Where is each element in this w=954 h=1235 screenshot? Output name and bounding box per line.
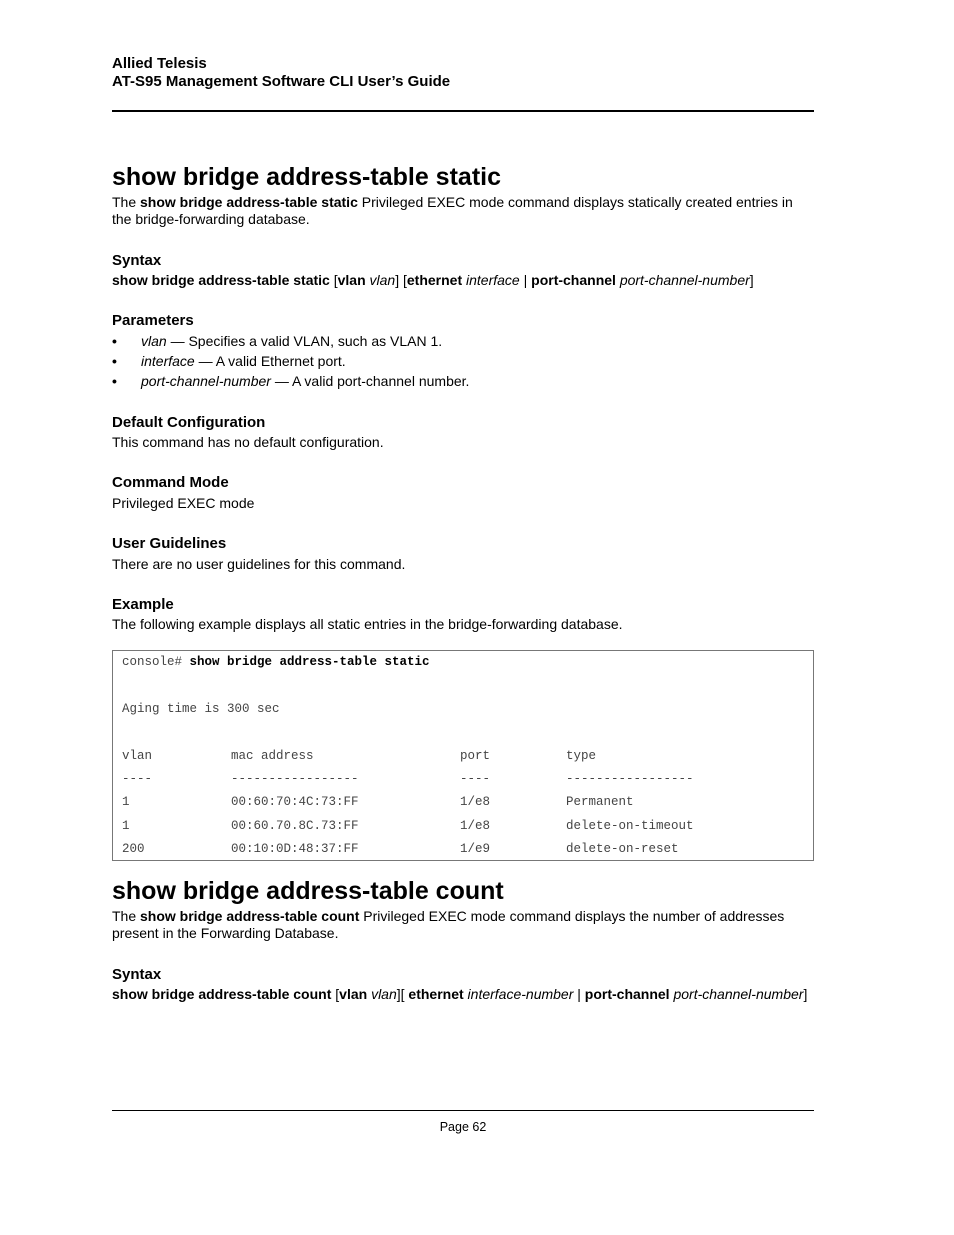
list-item: • vlan — Specifies a valid VLAN, such as VLAN 1. [112, 333, 443, 349]
code-row-mac: 00:60:70:4C:73:FF [231, 795, 359, 809]
code-row-vlan: 200 [122, 842, 145, 856]
syntax-heading: Syntax [112, 252, 162, 269]
page-number: Page 62 [439, 1120, 487, 1134]
default-config-text: This command has no default configuration. [112, 434, 384, 450]
running-header [112, 55, 450, 91]
section-title-static: show bridge address-table static [112, 163, 501, 191]
parameters-list [112, 333, 814, 393]
intro-paragraph-count: The show bridge address-table count Privileged EXEC mode command displays the number of addresses present in the Forwarding Database. [112, 908, 785, 941]
code-row-port: 1/e8 [460, 819, 491, 833]
code-dashes: ---- [122, 772, 153, 786]
parameters-heading: Parameters [112, 312, 194, 329]
syntax-line-static: show bridge address-table static [vlan vlan] [ethernet interface | port-channel port-channel-number] [112, 272, 754, 288]
default-config-heading: Default Configuration [112, 414, 266, 431]
code-column-port: port [460, 749, 491, 763]
command-mode-text: Privileged EXEC mode [112, 495, 255, 511]
code-dashes: ----------------- [566, 772, 694, 786]
header-rule [112, 110, 814, 112]
section-title-count: show bridge address-table count [112, 877, 504, 905]
header-company: Allied Telesis [112, 55, 207, 72]
user-guidelines-text: There are no user guidelines for this command. [112, 556, 406, 572]
code-dashes: ----------------- [231, 772, 359, 786]
code-column-type: type [566, 749, 597, 763]
code-row-type: delete-on-timeout [566, 819, 694, 833]
code-row-type: delete-on-reset [566, 842, 679, 856]
example-heading: Example [112, 596, 174, 613]
code-row-vlan: 1 [122, 819, 130, 833]
code-dashes: ---- [460, 772, 491, 786]
list-item: • interface — A valid Ethernet port. [112, 353, 346, 369]
code-column-vlan: vlan [122, 749, 153, 763]
list-item: • port-channel-number — A valid port-channel number. [112, 373, 470, 389]
footer-rule [112, 1110, 814, 1111]
intro-command: show bridge address-table count [140, 908, 360, 924]
code-row-port: 1/e8 [460, 795, 491, 809]
code-row-type: Permanent [566, 795, 634, 809]
user-guidelines-heading: User Guidelines [112, 535, 227, 552]
code-column-mac: mac address [231, 749, 314, 763]
intro-command: show bridge address-table static [140, 194, 358, 210]
intro-paragraph-static: The show bridge address-table static Privileged EXEC mode command displays statically created entries in the bridge-forwarding database. [112, 194, 793, 227]
syntax-heading: Syntax [112, 966, 162, 983]
code-example-box [112, 650, 814, 861]
code-row-port: 1/e9 [460, 842, 491, 856]
example-text: The following example displays all static entries in the bridge-forwarding database. [112, 616, 623, 632]
code-row-mac: 00:60.70.8C.73:FF [231, 819, 359, 833]
code-row-vlan: 1 [122, 795, 130, 809]
code-aging-line: Aging time is 300 sec [122, 702, 280, 716]
syntax-line-count: show bridge address-table count [vlan vlan][ ethernet interface-number | port-channel port-channel-number] [112, 986, 808, 1002]
code-prompt-line: console# show bridge address-table static [122, 655, 430, 669]
header-guide-title: AT-S95 Management Software CLI User’s Guide [112, 73, 451, 90]
code-row-mac: 00:10:0D:48:37:FF [231, 842, 359, 856]
command-mode-heading: Command Mode [112, 474, 229, 491]
